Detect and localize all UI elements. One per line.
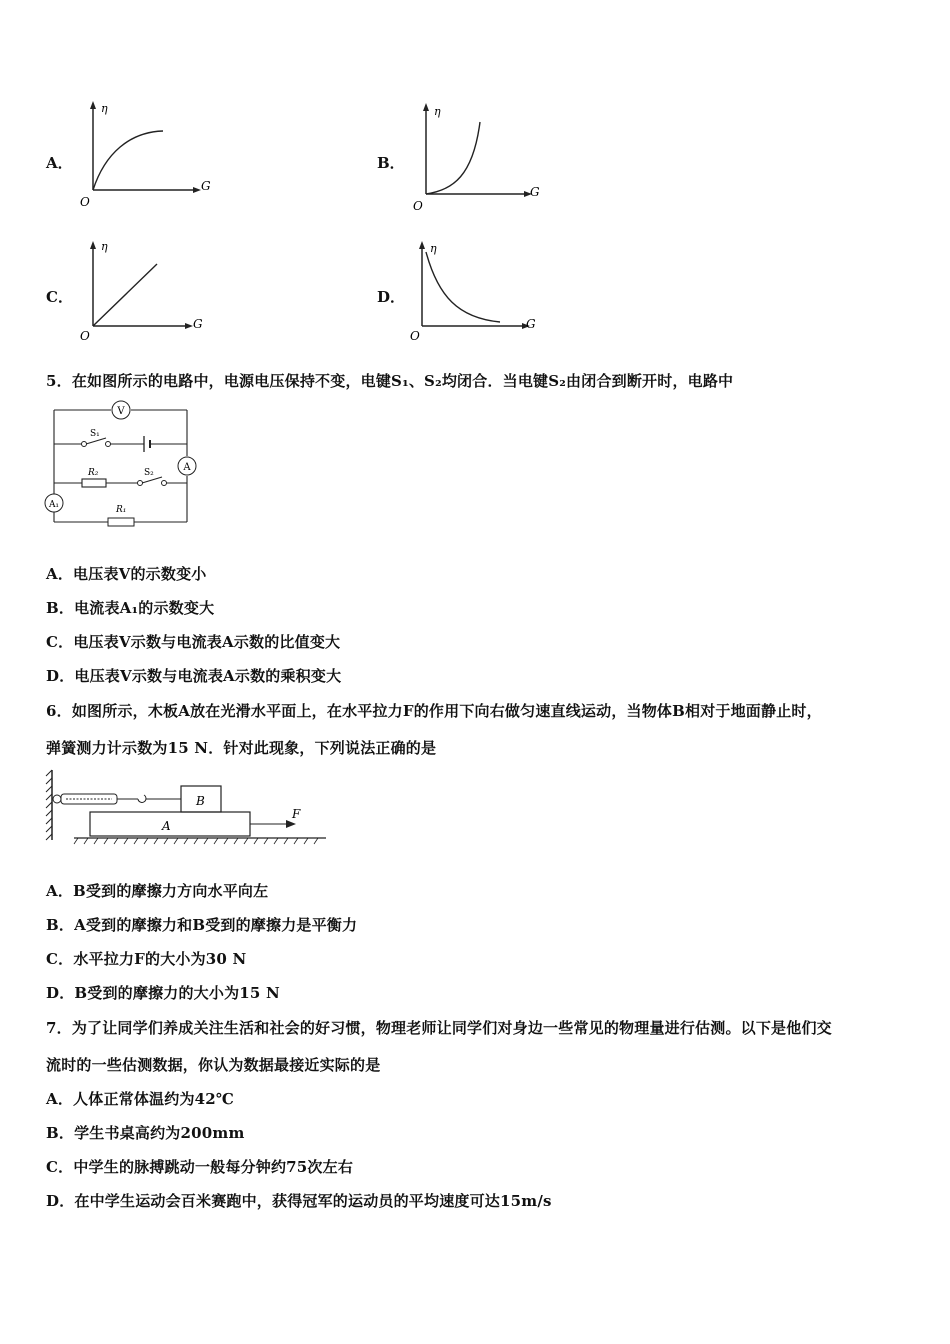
q5-option-d: D．电压表V示数与电流表A示数的乘积变大: [46, 667, 342, 685]
q6-option-d: D．B受到的摩擦力的大小为15 N: [46, 984, 280, 1002]
q5-option-c: C．电压表V示数与电流表A示数的比值变大: [46, 633, 341, 651]
y-axis-label: η: [101, 102, 108, 115]
q6-friction-diagram: [42, 766, 332, 848]
q5-circuit-diagram: [44, 398, 204, 528]
origin-label: O: [413, 199, 423, 213]
switch2-label: S₂: [144, 468, 154, 478]
q7-stem-line1: 7．为了让同学们养成关注生活和社会的好习惯，物理老师让同学们对身边一些常见的物理量进行估测。以下是他们交: [46, 1019, 832, 1037]
graph-b: [408, 98, 553, 213]
q5-stem: 5．在如图所示的电路中，电源电压保持不变，电键S₁、S₂均闭合．当电键S₂由闭合到断开时，电路中: [46, 372, 734, 390]
x-axis-label: G: [526, 317, 536, 331]
ground-hatching: [74, 838, 318, 844]
ammeter-label: A: [183, 462, 191, 473]
option-a-label: A．: [46, 154, 73, 172]
y-axis-label: η: [101, 240, 108, 253]
board-a-label: A: [162, 819, 171, 833]
q6-option-b: B．A受到的摩擦力和B受到的摩擦力是平衡力: [46, 916, 358, 934]
q6-stem-line1: 6．如图所示，木板A放在光滑水平面上，在水平拉力F的作用下向右做匀速直线运动，当物体B相对于地面静止时，: [46, 702, 822, 720]
q7-stem-line2: 流时的一些估测数据，你认为数据最接近实际的是: [46, 1056, 381, 1074]
y-axis-label: η: [430, 242, 437, 255]
q5-option-b: B．电流表A₁的示数变大: [46, 599, 215, 617]
option-c-label: C．: [46, 288, 73, 306]
r1-label: R₁: [116, 505, 127, 515]
ammeter1-label: A₁: [48, 500, 60, 510]
q7-option-c: C．中学生的脉搏跳动一般每分钟约75次左右: [46, 1158, 354, 1176]
origin-label: O: [80, 195, 90, 208]
origin-label: O: [410, 329, 420, 343]
q6-option-a: A．B受到的摩擦力方向水平向左: [46, 882, 269, 900]
origin-label: O: [80, 329, 90, 343]
force-f-label: F: [292, 807, 301, 821]
q7-option-d: D．在中学生运动会百米赛跑中，获得冠军的运动员的平均速度可达15m/s: [46, 1192, 552, 1210]
q5-option-a: A．电压表V的示数变小: [46, 565, 207, 583]
r2-label: R₂: [88, 468, 99, 478]
x-axis-label: G: [193, 317, 203, 331]
q6-option-c: C．水平拉力F的大小为30 N: [46, 950, 247, 968]
graph-c: [75, 236, 220, 346]
q7-option-b: B．学生书桌高约为200mm: [46, 1124, 245, 1142]
x-axis-label: G: [530, 185, 540, 199]
voltmeter-label: V: [117, 406, 125, 417]
y-axis-label: η: [434, 105, 441, 118]
switch1-label: S₁: [90, 429, 100, 439]
graph-d: [408, 236, 553, 346]
q6-stem-line2: 弹簧测力计示数为15 N．针对此现象，下列说法正确的是: [46, 739, 437, 757]
block-b-label: B: [196, 794, 205, 808]
graph-a: [75, 98, 220, 208]
option-d-label: D．: [377, 288, 406, 306]
x-axis-label: G: [201, 179, 211, 193]
option-b-label: B．: [377, 154, 405, 172]
q7-option-a: A．人体正常体温约为42℃: [46, 1090, 235, 1108]
